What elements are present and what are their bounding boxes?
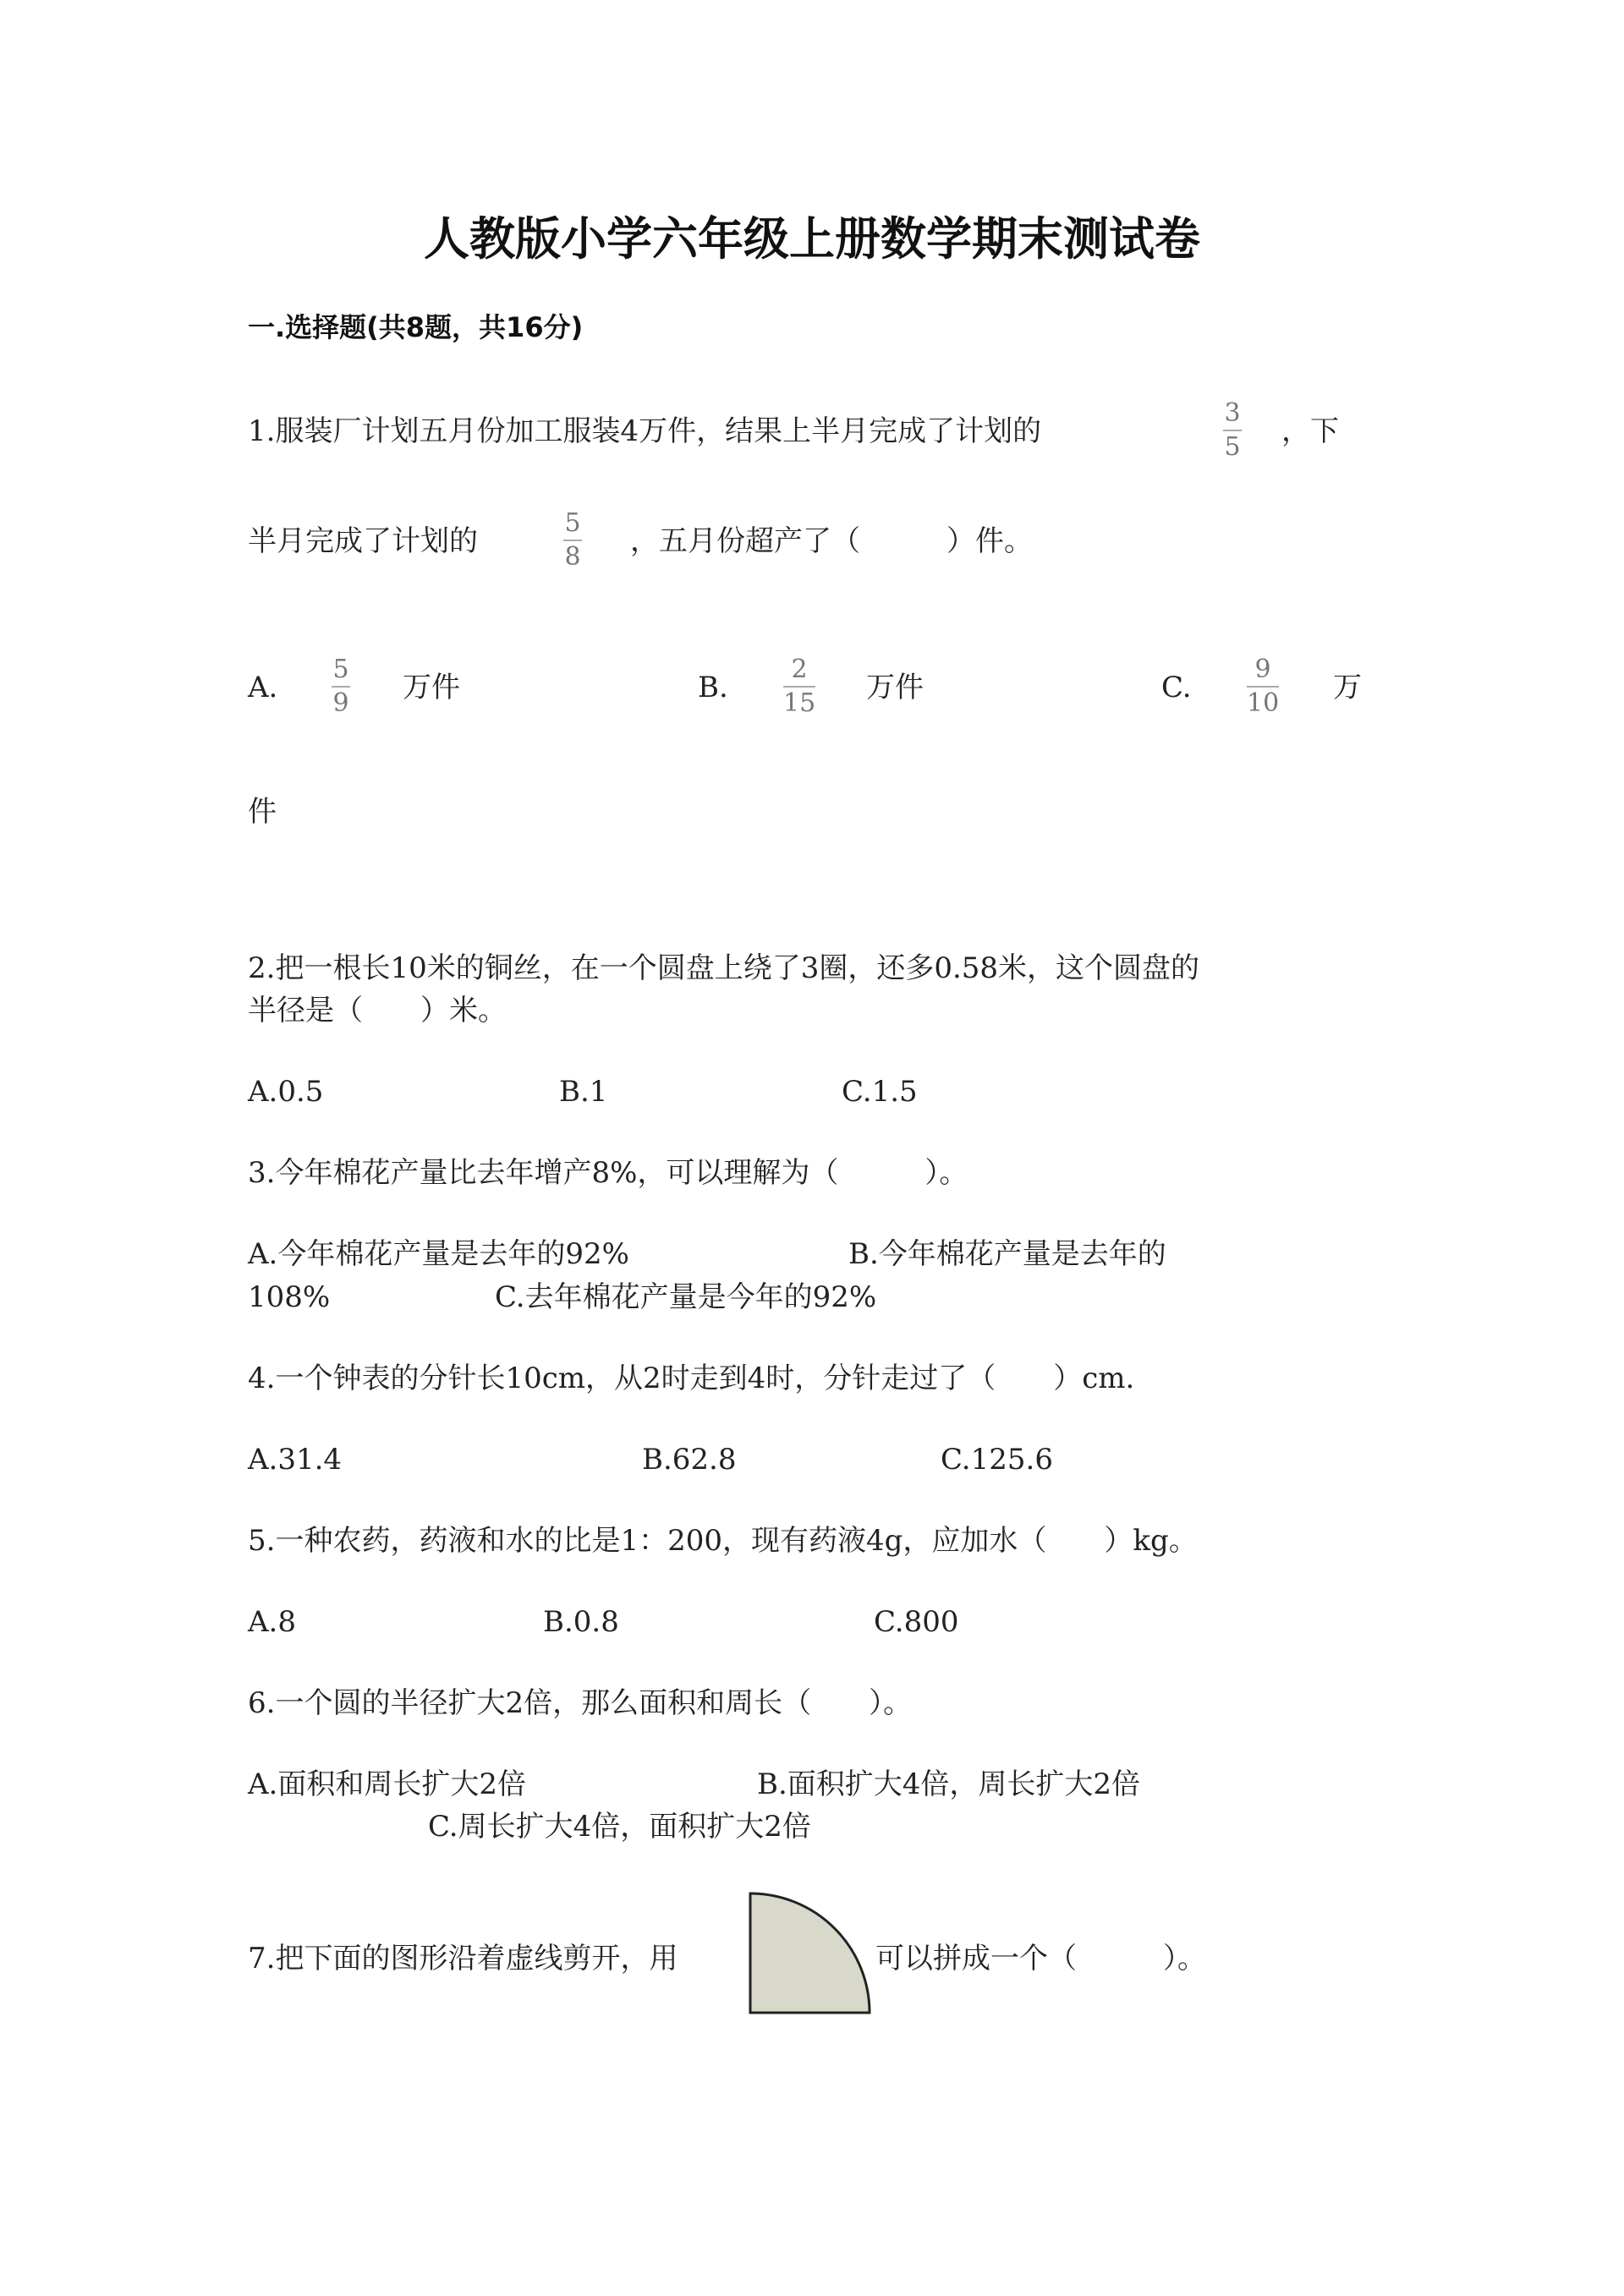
q6-option-c: C.周长扩大4倍，面积扩大2倍	[428, 1810, 811, 1844]
q1-text-line2: 半月完成了计划的	[248, 524, 478, 558]
q6-option-b: B.面积扩大4倍，周长扩大2倍	[757, 1767, 1141, 1801]
q6-text: 6.一个圆的半径扩大2倍，那么面积和周长（ ）。	[248, 1686, 913, 1720]
numerator: 3	[1224, 398, 1241, 428]
quarter-circle-figure	[748, 1891, 875, 2018]
q1-text-line2-end: ，五月份超产了（ ）件。	[630, 524, 1033, 558]
section-heading: 一.选择题(共8题，共16分)	[248, 311, 584, 343]
q1-fraction-1	[1223, 399, 1242, 462]
q6-option-a: A.面积和周长扩大2倍	[248, 1767, 526, 1801]
q1-text-line1: 1.服装厂计划五月份加工服装4万件，结果上半月完成了计划的	[248, 414, 1042, 448]
numerator: 2	[791, 655, 808, 684]
q4-option-c: C.125.6	[941, 1443, 1053, 1477]
q1-option-c-unit: 万	[1333, 671, 1362, 704]
q5-option-c: C.800	[874, 1605, 959, 1639]
q3-option-b: B.今年棉花产量是去年的	[848, 1237, 1166, 1271]
q2-option-c: C.1.5	[842, 1075, 918, 1109]
q7-text-after: 可以拼成一个（ ）。	[875, 1942, 1206, 1975]
numerator: 9	[1254, 655, 1271, 684]
q5-option-b: B.0.8	[543, 1605, 619, 1639]
denominator: 5	[1224, 432, 1241, 462]
q1-fraction-2	[563, 509, 582, 572]
page-title: 人教版小学六年级上册数学期末测试卷	[424, 212, 1200, 266]
q2-text-line2: 半径是（ ）米。	[248, 994, 507, 1027]
q1-text-line1-end: ，下	[1281, 414, 1339, 448]
q4-option-a: A.31.4	[248, 1443, 343, 1477]
q4-text: 4.一个钟表的分针长10cm，从2时走到4时，分针走过了（ ）cm.	[248, 1362, 1135, 1395]
q3-option-b-wrap: 108%	[248, 1280, 331, 1314]
denominator: 15	[783, 688, 816, 718]
q1-option-a-fraction	[332, 655, 350, 718]
denominator: 8	[564, 542, 581, 572]
q1-option-c-label: C.	[1161, 671, 1192, 704]
denominator: 10	[1247, 688, 1280, 718]
q1-option-b-label: B.	[698, 671, 728, 704]
numerator: 5	[332, 655, 349, 684]
q1-option-b-fraction	[783, 655, 815, 718]
q2-text-line1: 2.把一根长10米的铜丝，在一个圆盘上绕了3圈，还多0.58米，这个圆盘的	[248, 951, 1200, 985]
q1-option-c-unit-wrap: 件	[248, 795, 277, 829]
q3-option-a: A.今年棉花产量是去年的92%	[248, 1237, 629, 1271]
denominator: 9	[332, 688, 349, 718]
q5-option-a: A.8	[248, 1605, 296, 1639]
q1-option-a-label: A.	[248, 671, 278, 704]
q3-option-c: C.去年棉花产量是今年的92%	[495, 1280, 877, 1314]
numerator: 5	[564, 508, 581, 538]
q5-text: 5.一种农药，药液和水的比是1：200，现有药液4g，应加水（ ）kg。	[248, 1524, 1198, 1558]
q2-option-b: B.1	[559, 1075, 608, 1109]
q1-option-a-unit: 万件	[403, 671, 460, 704]
q4-option-b: B.62.8	[642, 1443, 737, 1477]
q3-text: 3.今年棉花产量比去年增产8%，可以理解为（ ）。	[248, 1156, 968, 1190]
q2-option-a: A.0.5	[248, 1075, 324, 1109]
q1-option-c-fraction	[1247, 655, 1279, 718]
q7-text-before: 7.把下面的图形沿着虚线剪开，用	[248, 1942, 678, 1975]
q1-option-b-unit: 万件	[866, 671, 924, 704]
